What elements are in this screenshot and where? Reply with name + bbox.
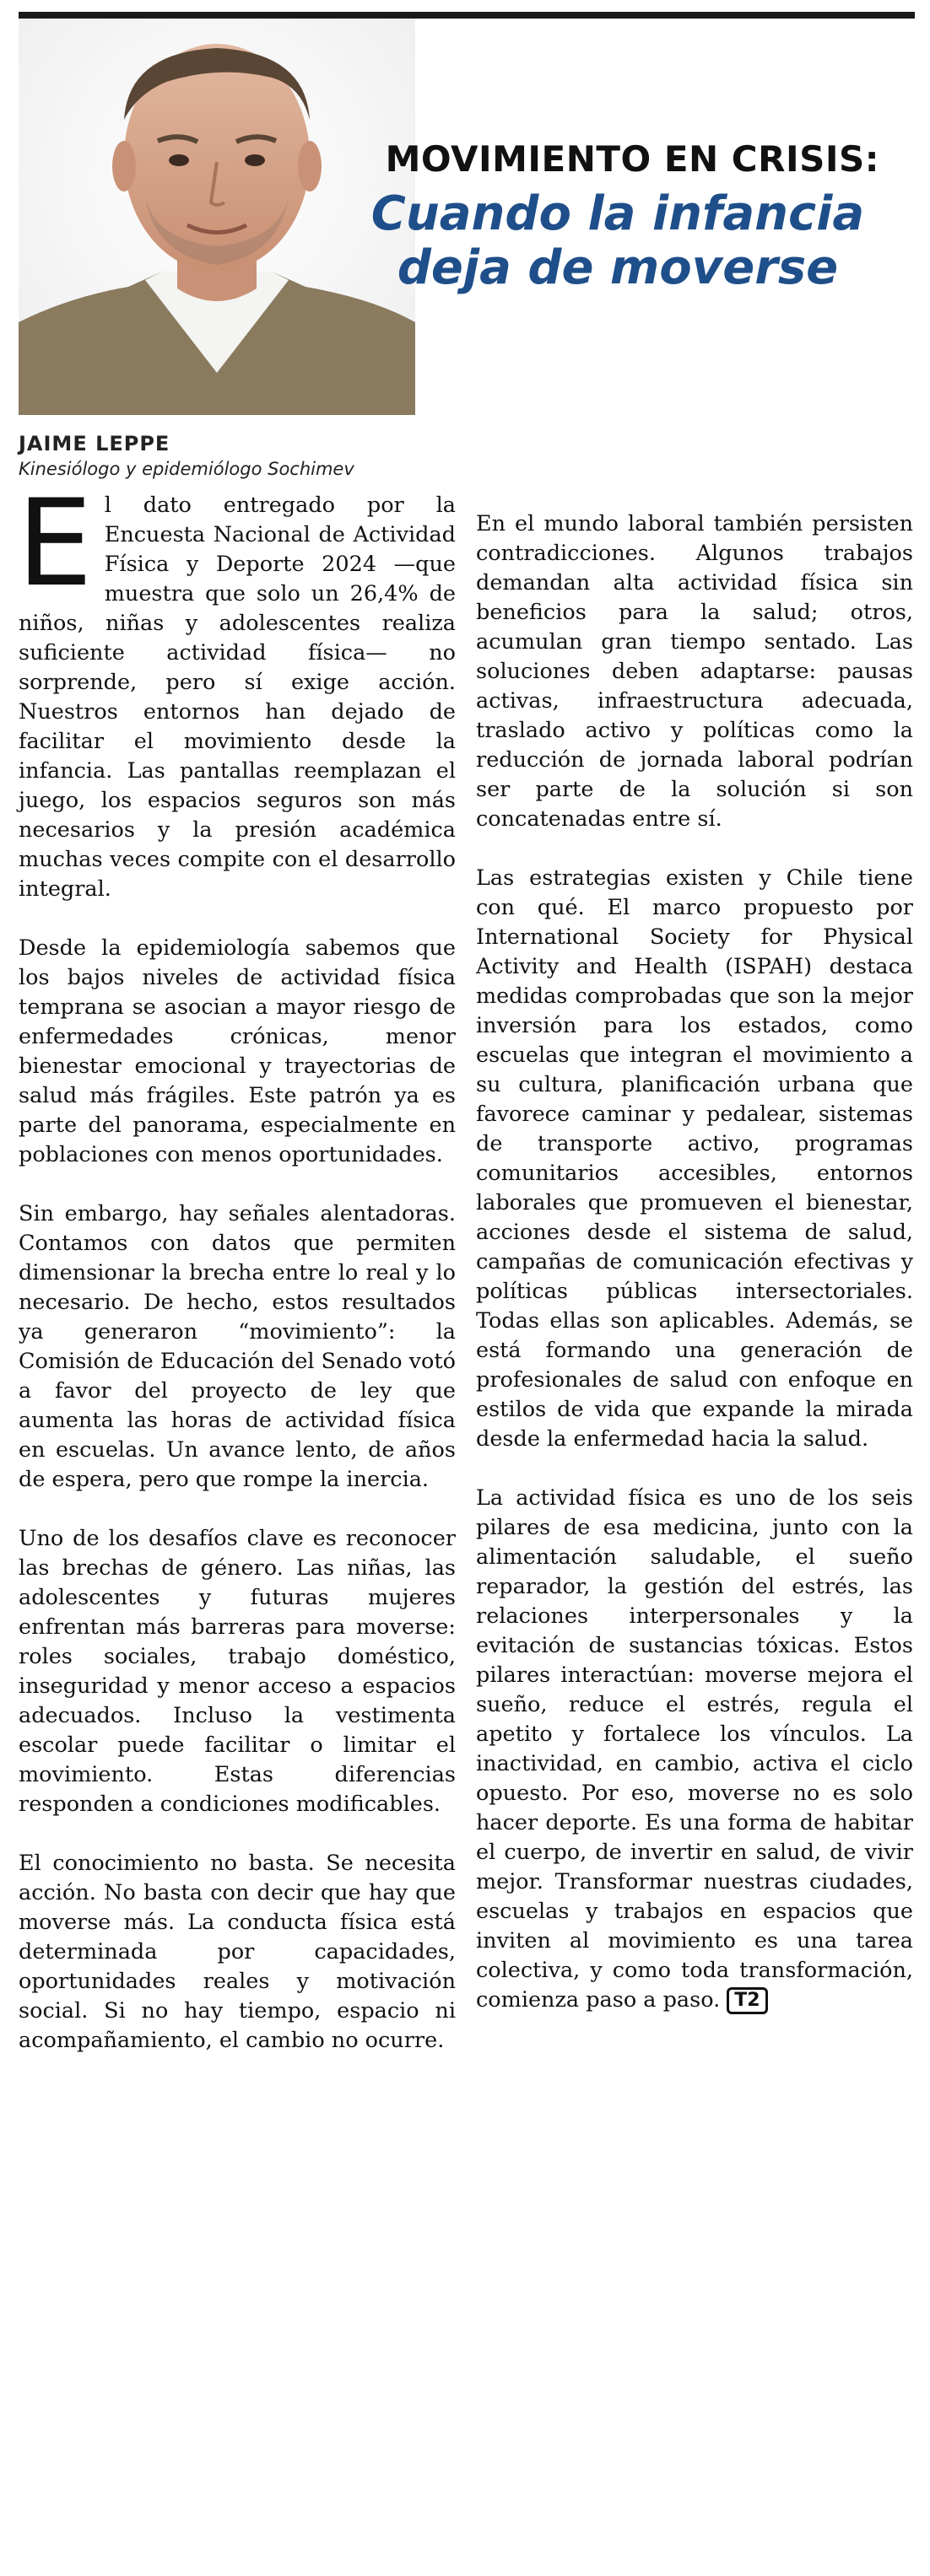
author-role: Kinesiólogo y epidemiólogo Sochimev bbox=[19, 459, 354, 479]
drop-cap: E bbox=[17, 474, 93, 613]
paragraph: El conocimiento no basta. Se necesita acción. No basta con decir que hay que moverse más. La conducta física está determinada por capacidades, oportunidades reales y motivación social. Si no hay tiempo, espacio ni acompañamiento, el cambio no ocurre. bbox=[19, 1851, 456, 2053]
byline bbox=[19, 432, 354, 479]
article-column-left bbox=[17, 474, 457, 2085]
paragraph: Uno de los desafíos clave es reconocer las brechas de género. Las niñas, las adolescentes y futuras mujeres enfrentan más barreras para moverse: roles sociales, trabajo doméstico, inseguridad y menor acceso a espacios adecuados. Incluso la vestimenta escolar puede facilitar o limitar el movimiento. Estas diferencias responden a condiciones modificables. bbox=[19, 1526, 456, 1817]
headline-line-2: deja de moverse bbox=[397, 240, 839, 295]
author-name: JAIME LEPPE bbox=[19, 432, 170, 455]
end-mark-logo: T2 bbox=[727, 1987, 767, 2014]
article-header bbox=[19, 19, 915, 415]
top-rule bbox=[19, 12, 915, 19]
article-column-right bbox=[476, 509, 913, 2045]
headline-line-1: Cuando la infancia bbox=[370, 186, 865, 241]
paragraph: Desde la epidemiología sabemos que los bajos niveles de actividad física temprana se asocian a mayor riesgo de enfermedades crónicas, menor bienestar emocional y trayectorias de salud más frágiles. Este patrón ya es parte del panorama, especialmente en poblaciones con menos oportunidades. bbox=[19, 935, 456, 1167]
paragraph: La actividad física es uno de los seis pilares de esa medicina, junto con la alimentación saludable, el sueño reparador, la gestión del estrés, las relaciones interpersonales y la evitación de sustancias tóxicas. Estos pilares interactúan: moverse mejora el sueño, reduce el estrés, regula el apetito y fortalece los vínculos. La inactividad, en cambio, activa el ciclo opuesto. Por eso, moverse no es solo hacer deporte. Es una forma de habitar el cuerpo, de invertir en salud, de vivir mejor. Transformar nuestras ciudades, escuelas y trabajos en espacios que inviten al movimiento es una tarea colectiva, y como toda transformación, comienza paso a paso. T2 bbox=[476, 1485, 913, 2013]
paragraph: En el mundo laboral también persisten contradicciones. Algunos trabajos demandan alta actividad física sin beneficios para la salud; otros, acumulan gran tiempo sentado. Las soluciones deben adaptarse: pausas activas, infraestructura adecuada, traslado activo y políticas como la reducción de jornada laboral podrían ser parte de la solución si son concatenadas entre sí. bbox=[476, 511, 913, 832]
paragraph: Sin embargo, hay señales alentadoras. Contamos con datos que permiten dimensionar la brecha entre lo real y lo necesario. De hecho, estos resultados ya generaron “movimiento”: la Comisión de Educación del Senado votó a favor del proyecto de ley que aumenta las horas de actividad física en escuelas. Un avance lento, de años de espera, pero que rompe la inercia. bbox=[19, 1201, 457, 1492]
paragraph: Las estrategias existen y Chile tiene con qué. El marco propuesto por International Society for Physical Activity and Health (ISPAH) destaca medidas comprobadas que son la mejor inversión para los estados, como escuelas que integran el movimiento a su cultura, planificación urbana que favorece caminar y pedalear, sistemas de transporte activo, programas comunitarios accesibles, entornos laborales que promueven el bienestar, acciones desde el sistema de salud, campañas de comunicación efectivas y políticas públicas intersectoriales. Todas ellas son aplicables. Además, se está formando una generación de profesionales de salud con enfoque en estilos de vida que expande la mirada desde la enfermedad hacia la salud. bbox=[476, 865, 913, 1452]
paragraph: El dato entregado por la Encuesta Nacional de Actividad Física y Deporte 2024 —que muestra que solo un 26,4% de niños, niñas y adolescentes realiza suficiente actividad física— no sorprende, pero sí exige acción. Nuestros entornos han dejado de facilitar el movimiento desde la infancia. Las pantallas reemplazan el juego, los espacios seguros son más necesarios y la presión académica muchas veces compite con el desarrollo integral. bbox=[17, 474, 456, 902]
headline-kicker: MOVIMIENTO EN CRISIS: bbox=[385, 138, 879, 180]
headline bbox=[356, 187, 879, 295]
